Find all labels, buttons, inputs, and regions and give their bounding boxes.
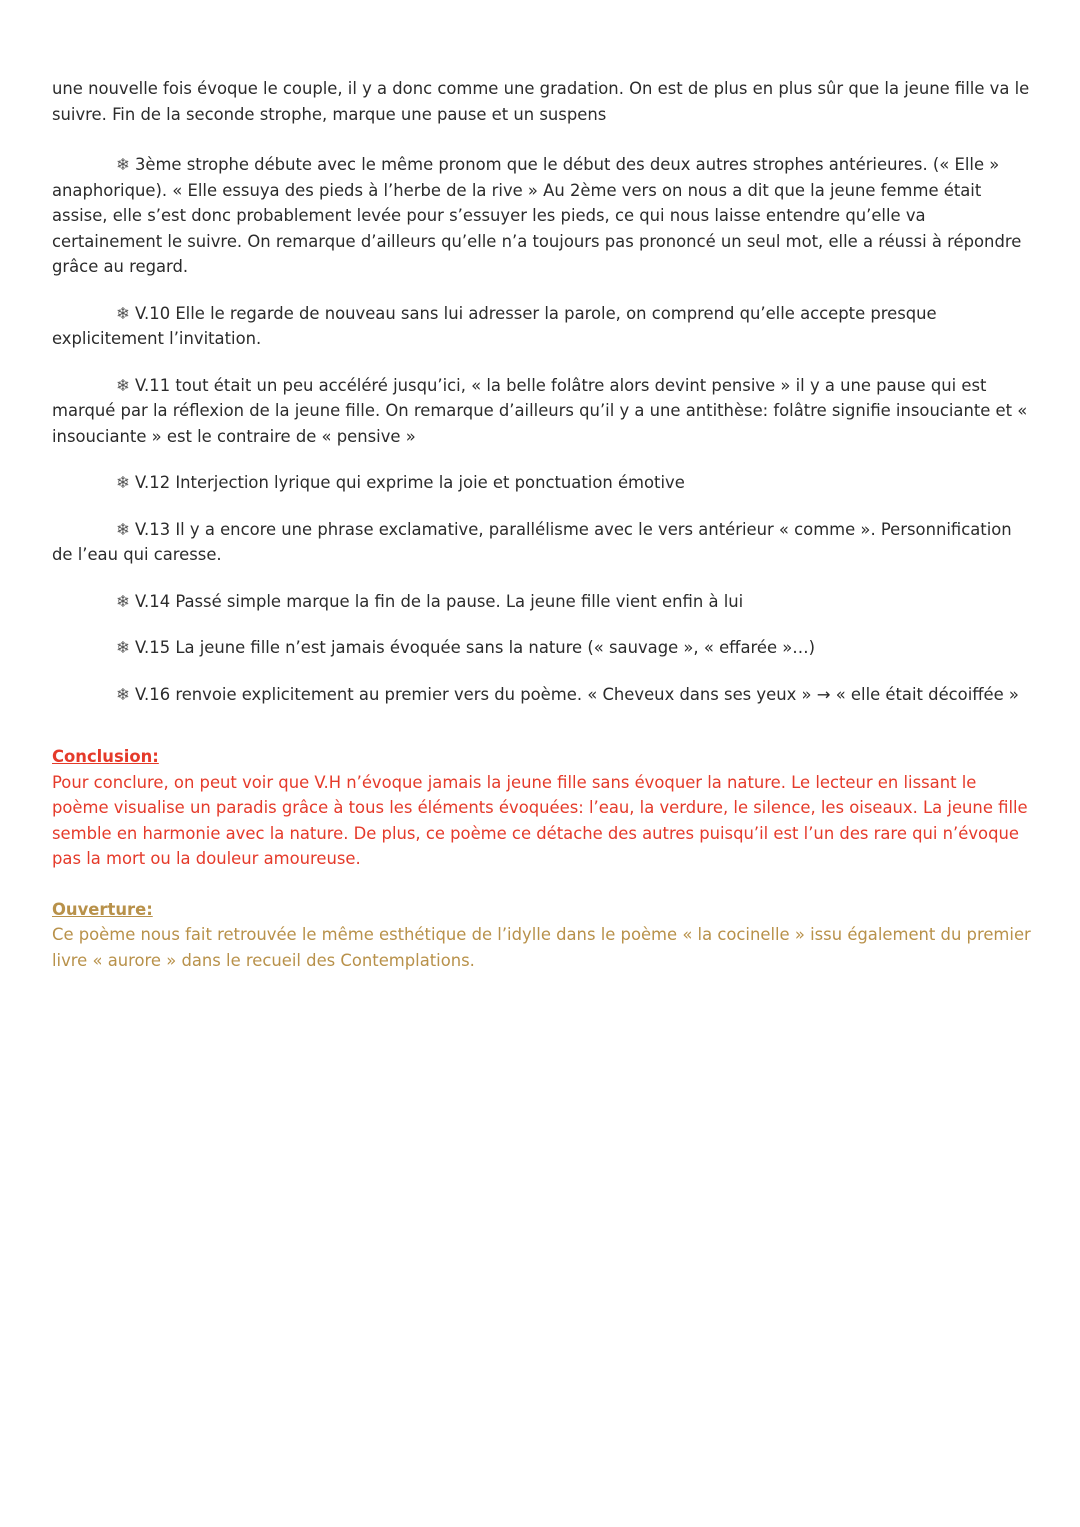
- bullet-text: 3ème strophe débute avec le même pronom que le début des deux autres strophes antérieures. (« Elle » anaphorique). « Elle essuya des pieds à l’herbe de la rive » Au 2ème vers on nous a dit que la jeune femme était assise, elle s’est donc probablement levée pour s’essuyer les pieds, ce qui nous laisse entendre qu’elle va certainement le suivre. On remarque d’ailleurs qu’elle n’a toujours pas prononcé un seul mot, elle a réussi à répondre grâce au regard.: [52, 155, 1027, 276]
- snowflake-icon: ❄: [116, 519, 130, 539]
- bullet-v15: [52, 635, 1032, 661]
- snowflake-icon: ❄: [116, 155, 130, 174]
- bullet-strophe-3: [52, 152, 1032, 280]
- ouverture-text: Ce poème nous fait retrouvée le même esthétique de l’idylle dans le poème « la cocinelle » issu également du premier livre « aurore » dans le recueil des Contemplations.: [52, 925, 1036, 970]
- snowflake-icon: ❄: [116, 473, 130, 492]
- snowflake-icon: ❄: [116, 638, 130, 657]
- snowflake-icon: ❄: [116, 684, 130, 704]
- bullet-v12: [52, 470, 1032, 496]
- conclusion-text: Pour conclure, on peut voir que V.H n’évoque jamais la jeune fille sans évoquer la nature. Le lecteur en lissant le poème visualise un paradis grâce à tous les éléments évoquées: l’eau, la verdure, le silence, les oiseaux. La jeune fille semble en harmonie avec la nature. De plus, ce poème ce détache des autres puisqu’il est l’un des rare qui n’évoque pas la mort ou la douleur amoureuse.: [52, 772, 1033, 868]
- bullet-v10: [52, 301, 1032, 352]
- ouverture-heading: Ouverture:: [52, 899, 153, 919]
- bullet-text: V.10 Elle le regarde de nouveau sans lui adresser la parole, on comprend qu’elle accepte presque explicitement l’invitation.: [52, 303, 942, 348]
- ouverture-section: [52, 897, 1036, 974]
- bullet-v14: [52, 589, 1032, 615]
- bullet-v16: [52, 682, 1032, 708]
- bullet-text: V.13 Il y a encore une phrase exclamative, parallélisme avec le vers antérieur « comme ». Personnification de l’eau qui caresse.: [52, 519, 1017, 564]
- bullet-text: V.15 La jeune fille n’est jamais évoquée sans la nature (« sauvage », « effarée »…): [134, 638, 816, 657]
- bullet-text: V.14 Passé simple marque la fin de la pause. La jeune fille vient enfin à lui: [134, 591, 744, 611]
- conclusion-heading: Conclusion:: [52, 747, 159, 766]
- bullet-text: V.11 tout était un peu accéléré jusqu’ici, « la belle folâtre alors devint pensive » il y a une pause qui est marqué par la réflexion de la jeune fille. On remarque d’ailleurs qu’il y a une antithèse: folâtre signifie insouciante et « insouciante » est le contraire de « pensive »: [52, 375, 1033, 446]
- bullet-text: V.12 Interjection lyrique qui exprime la joie et ponctuation émotive: [134, 473, 685, 492]
- bullet-v11: [52, 373, 1032, 450]
- bullet-text: V.16 renvoie explicitement au premier vers du poème. « Cheveux dans ses yeux » → « elle était décoiffée »: [134, 684, 1019, 704]
- document-page: [52, 76, 1036, 973]
- conclusion-section: [52, 744, 1032, 872]
- bullet-v13: [52, 517, 1032, 568]
- snowflake-icon: ❄: [116, 591, 130, 611]
- intro-paragraph: une nouvelle fois évoque le couple, il y a donc comme une gradation. On est de plus en plus sûr que la jeune fille va le suivre. Fin de la seconde strophe, marque une pause et un suspens: [52, 79, 1035, 124]
- snowflake-icon: ❄: [116, 375, 130, 395]
- snowflake-icon: ❄: [116, 303, 130, 323]
